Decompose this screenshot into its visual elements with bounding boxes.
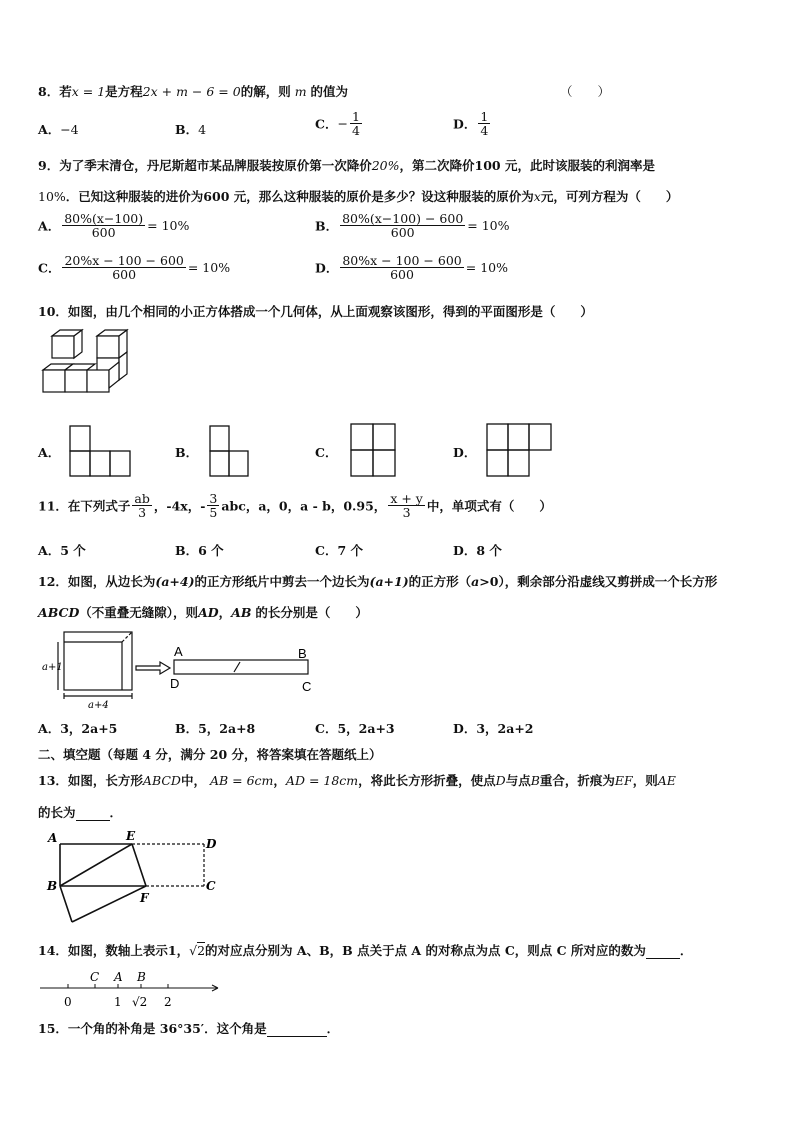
q10-option-d-shape[interactable] <box>486 423 554 477</box>
fraction <box>207 492 219 519</box>
q13-text: 如图，长方形 <box>67 773 143 788</box>
q9-option-d[interactable] <box>315 254 508 281</box>
q13-math: AE <box>657 773 676 788</box>
q10-option-b[interactable] <box>175 443 198 461</box>
option-label: B． <box>175 445 199 460</box>
q9-text: ，第二次降价100 元，此时该服装的利润率是 <box>399 158 655 173</box>
q13-stem-line1 <box>38 771 676 789</box>
q9-text: ．已知这种服装的进价为600 元，那么这种服装的原价是多少？设这种服装的原价为 <box>65 189 534 204</box>
q12-math: AD <box>198 605 219 620</box>
q14-text: 的对应点分别为 A、B，B 点关于点 A 的对称点为点 C，则点 C 所对应的数为 <box>205 943 646 958</box>
q14-text: ． <box>679 943 693 958</box>
q12-math: ABCD <box>38 605 80 620</box>
tick-label: 1 <box>114 995 122 1009</box>
fig-label-b: B <box>47 879 58 893</box>
q12-option-c[interactable] <box>315 719 395 737</box>
sqrt-radicand: 2 <box>197 943 206 958</box>
q11-text: ，-4x，- <box>153 498 206 514</box>
q14-number-line <box>38 966 228 1012</box>
fraction-denominator: 5 <box>209 505 218 521</box>
option-label: B． <box>175 721 199 736</box>
axis-point-b: B <box>137 970 146 984</box>
q13-stem-line2 <box>38 803 122 821</box>
q10-stem <box>38 302 593 320</box>
q12-text: 如图，从边长为 <box>67 574 156 589</box>
q8-math: x = 1 <box>71 84 106 99</box>
option-label: D． <box>453 543 477 558</box>
q13-math: AB = 6cm <box>209 773 274 788</box>
q9-option-c[interactable] <box>38 254 230 281</box>
q12-text: 的长分别是（ ） <box>255 605 368 620</box>
fraction <box>132 492 151 519</box>
q13-math: ABCD <box>142 773 181 788</box>
option-label: C． <box>315 543 338 558</box>
option-rhs: = 10% <box>467 218 510 234</box>
option-label: C． <box>315 116 338 132</box>
fraction-denominator: 4 <box>480 123 489 139</box>
axis-point-a: A <box>114 970 123 984</box>
option-value: 3，2a+5 <box>60 721 118 736</box>
question-number: 13． <box>38 773 68 788</box>
question-number: 11． <box>38 498 68 514</box>
option-label: D． <box>453 445 477 460</box>
answer-blank[interactable] <box>76 805 110 821</box>
fraction-numerator: 3 <box>209 491 218 506</box>
question-number: 8． <box>38 84 60 99</box>
q11-option-c[interactable] <box>315 541 363 559</box>
q13-text: ， <box>273 773 286 788</box>
q11-option-b[interactable] <box>175 541 224 559</box>
option-label: C． <box>315 721 338 736</box>
option-label: A． <box>38 445 61 460</box>
sqrt-symbol: √ <box>189 943 198 958</box>
fig-label-d: D <box>170 676 180 691</box>
q12-option-b[interactable] <box>175 719 255 737</box>
q8-option-b[interactable] <box>175 120 206 138</box>
tick-label: 2 <box>164 995 172 1009</box>
q11-text: 在下列式子 <box>67 498 131 514</box>
q12-text: （不重叠无缝隙），则 <box>79 605 199 620</box>
option-rhs: = 10% <box>187 260 231 276</box>
axis-point-c: C <box>90 970 100 984</box>
q11-text: abc，a，0，a - b，0.95， <box>221 498 387 514</box>
answer-blank[interactable] <box>267 1021 327 1037</box>
fig-label-b: B <box>298 646 307 661</box>
q15-text: ． <box>326 1021 340 1036</box>
q13-figure <box>44 830 224 928</box>
section-title: 二、填空题（每题 4 分，满分 20 分，将答案填在答题纸上） <box>38 747 382 762</box>
fraction <box>478 110 490 137</box>
fraction-denominator: 600 <box>390 225 415 241</box>
option-label: A． <box>38 543 61 558</box>
q12-option-d[interactable] <box>453 719 534 737</box>
fraction-denominator: 4 <box>351 123 360 139</box>
q9-stem-line2 <box>38 187 678 205</box>
option-label: A． <box>38 721 61 736</box>
fig-label-a: A <box>174 644 183 659</box>
fraction-denominator: 600 <box>91 225 116 241</box>
fraction <box>340 254 463 281</box>
question-number: 10． <box>38 304 68 319</box>
question-number: 12． <box>38 574 68 589</box>
option-label: A． <box>38 218 61 234</box>
q14-text: 如图，数轴上表示1， <box>67 943 190 958</box>
q8-text: 的解，则 <box>240 84 291 99</box>
fraction <box>62 212 145 239</box>
question-number: 14． <box>38 943 68 958</box>
fraction <box>62 254 185 281</box>
q11-option-d[interactable] <box>453 541 502 559</box>
fraction-numerator: 80%(x−100) − 600 <box>342 211 464 226</box>
option-label: A． <box>38 122 61 137</box>
option-value: 5 个 <box>60 543 86 558</box>
question-number: 15． <box>38 1021 68 1036</box>
q13-text: ，则 <box>632 773 658 788</box>
option-value: 7 个 <box>337 543 364 558</box>
tick-label: 0 <box>64 995 72 1009</box>
option-label: D． <box>453 116 477 132</box>
q9-stem-line1 <box>38 156 655 174</box>
option-value: 8 个 <box>476 543 502 558</box>
q11-option-a[interactable] <box>38 541 86 559</box>
q13-text: 重合，折痕为 <box>539 773 615 788</box>
option-label: B． <box>175 122 199 137</box>
fig-label-bottom: a+4 <box>88 700 109 711</box>
q10-option-a[interactable] <box>38 443 60 461</box>
q13-text: ． <box>109 805 123 820</box>
q8-option-d[interactable] <box>453 110 492 137</box>
fraction-numerator: 80%x − 100 − 600 <box>342 253 462 268</box>
q13-text: 的长为 <box>38 805 76 820</box>
fraction-numerator: 1 <box>480 109 489 124</box>
q15-stem <box>38 1019 339 1037</box>
q12-option-a[interactable] <box>38 719 117 737</box>
q9-text: 元，可列方程为（ ） <box>540 189 679 204</box>
q12-stem-line2 <box>38 603 368 621</box>
q12-text: ， <box>218 605 232 620</box>
q13-math: EF <box>614 773 633 788</box>
q8-answer-paren: （ ） <box>560 84 611 99</box>
fig-label-side: a+1 <box>42 662 63 673</box>
q9-option-a[interactable] <box>38 212 189 239</box>
option-rhs: = 10% <box>147 218 190 234</box>
tick-label: √2 <box>132 995 148 1009</box>
q12-math: (a+1) <box>369 574 409 589</box>
option-label: D． <box>453 721 477 736</box>
q9-math: 10% <box>38 189 66 204</box>
q8-option-a[interactable] <box>38 120 79 138</box>
q10-option-c-shape[interactable] <box>350 423 396 477</box>
q12-math: a <box>471 574 480 589</box>
fig-label-a: A <box>48 831 58 845</box>
q9-option-b[interactable] <box>315 212 510 239</box>
q12-text: 的正方形（ <box>408 574 472 589</box>
q9-text: 为了季末清仓，丹尼斯超市某品牌服装按原价第一次降价 <box>59 158 372 173</box>
option-value: 5，2a+8 <box>198 721 256 736</box>
fraction-numerator: ab <box>134 491 150 506</box>
q12-text: >0），剩余部分沿虚线又剪拼成一个长方形 <box>479 574 718 589</box>
q13-text: ，将此长方形折叠，使点 <box>358 773 496 788</box>
q13-text: 与点 <box>505 773 531 788</box>
fig-label-f: F <box>140 891 149 905</box>
fraction-denominator: 3 <box>402 505 411 521</box>
q10-option-d[interactable] <box>453 443 476 461</box>
result-rectangle <box>174 660 308 674</box>
q10-option-b-shape[interactable] <box>209 425 251 477</box>
option-value: 5，2a+3 <box>337 721 395 736</box>
q11-stem <box>38 492 552 519</box>
q14-stem <box>38 941 692 959</box>
q13-math: AD = 18cm <box>285 773 359 788</box>
option-label: B． <box>315 218 339 234</box>
fraction-denominator: 3 <box>138 505 147 521</box>
q12-stem-line1 <box>38 572 717 590</box>
q10-option-c[interactable] <box>315 443 337 461</box>
q9-math: 20% <box>371 158 400 173</box>
fig-label-c: C <box>302 679 312 694</box>
q12-math: AB <box>231 605 252 620</box>
fraction-denominator: 600 <box>390 267 414 283</box>
option-label: C． <box>315 445 338 460</box>
q13-text: 中， <box>180 773 206 788</box>
q13-math: B <box>530 773 540 788</box>
q12-figure <box>40 630 315 710</box>
q8-text: 若 <box>59 84 72 99</box>
q12-math: (a+4) <box>155 574 195 589</box>
fraction-numerator: 20%x − 100 − 600 <box>64 253 184 268</box>
option-sign: − <box>337 116 348 132</box>
q9-math: x <box>533 189 541 204</box>
answer-blank[interactable] <box>646 943 680 959</box>
question-number: 9． <box>38 158 60 173</box>
option-value: 6 个 <box>198 543 224 558</box>
fraction-numerator: 1 <box>351 109 360 124</box>
option-label: D． <box>315 260 339 276</box>
fig-label-d: D <box>206 837 217 851</box>
option-label: C． <box>38 260 61 276</box>
q8-stem <box>38 82 348 100</box>
option-value: 3，2a+2 <box>476 721 534 736</box>
fraction <box>340 212 465 239</box>
q15-text: 一个角的补角是 36°35′．这个角是 <box>67 1021 267 1036</box>
q11-text: 中，单项式有（ ） <box>426 498 552 514</box>
q10-text: 如图，由几个相同的小正方体搭成一个几何体，从上面观察该图形，得到的平面图形是（ ） <box>67 304 593 319</box>
option-value: 4 <box>198 122 207 137</box>
option-value: −4 <box>60 122 79 137</box>
q13-math: D <box>495 773 506 788</box>
q8-math: 2x + m − 6 = 0 <box>142 84 241 99</box>
fraction-denominator: 600 <box>112 267 137 283</box>
fraction-numerator: 80%(x−100) <box>64 211 144 226</box>
q8-option-c[interactable] <box>315 110 364 137</box>
fraction <box>350 110 362 137</box>
option-label: B． <box>175 543 199 558</box>
q8-math: m <box>294 84 307 99</box>
q10-option-a-shape[interactable] <box>69 425 131 477</box>
q10-cube-figure <box>40 330 135 402</box>
option-rhs: = 10% <box>465 260 508 276</box>
q8-text: 的值为 <box>310 84 349 99</box>
fig-label-e: E <box>126 829 136 843</box>
fraction <box>388 492 425 519</box>
fig-label-c: C <box>206 879 216 893</box>
q12-text: 的正方形纸片中剪去一个边长为 <box>194 574 370 589</box>
q8-text: 是方程 <box>105 84 143 99</box>
fraction-numerator: x + y <box>390 491 423 506</box>
